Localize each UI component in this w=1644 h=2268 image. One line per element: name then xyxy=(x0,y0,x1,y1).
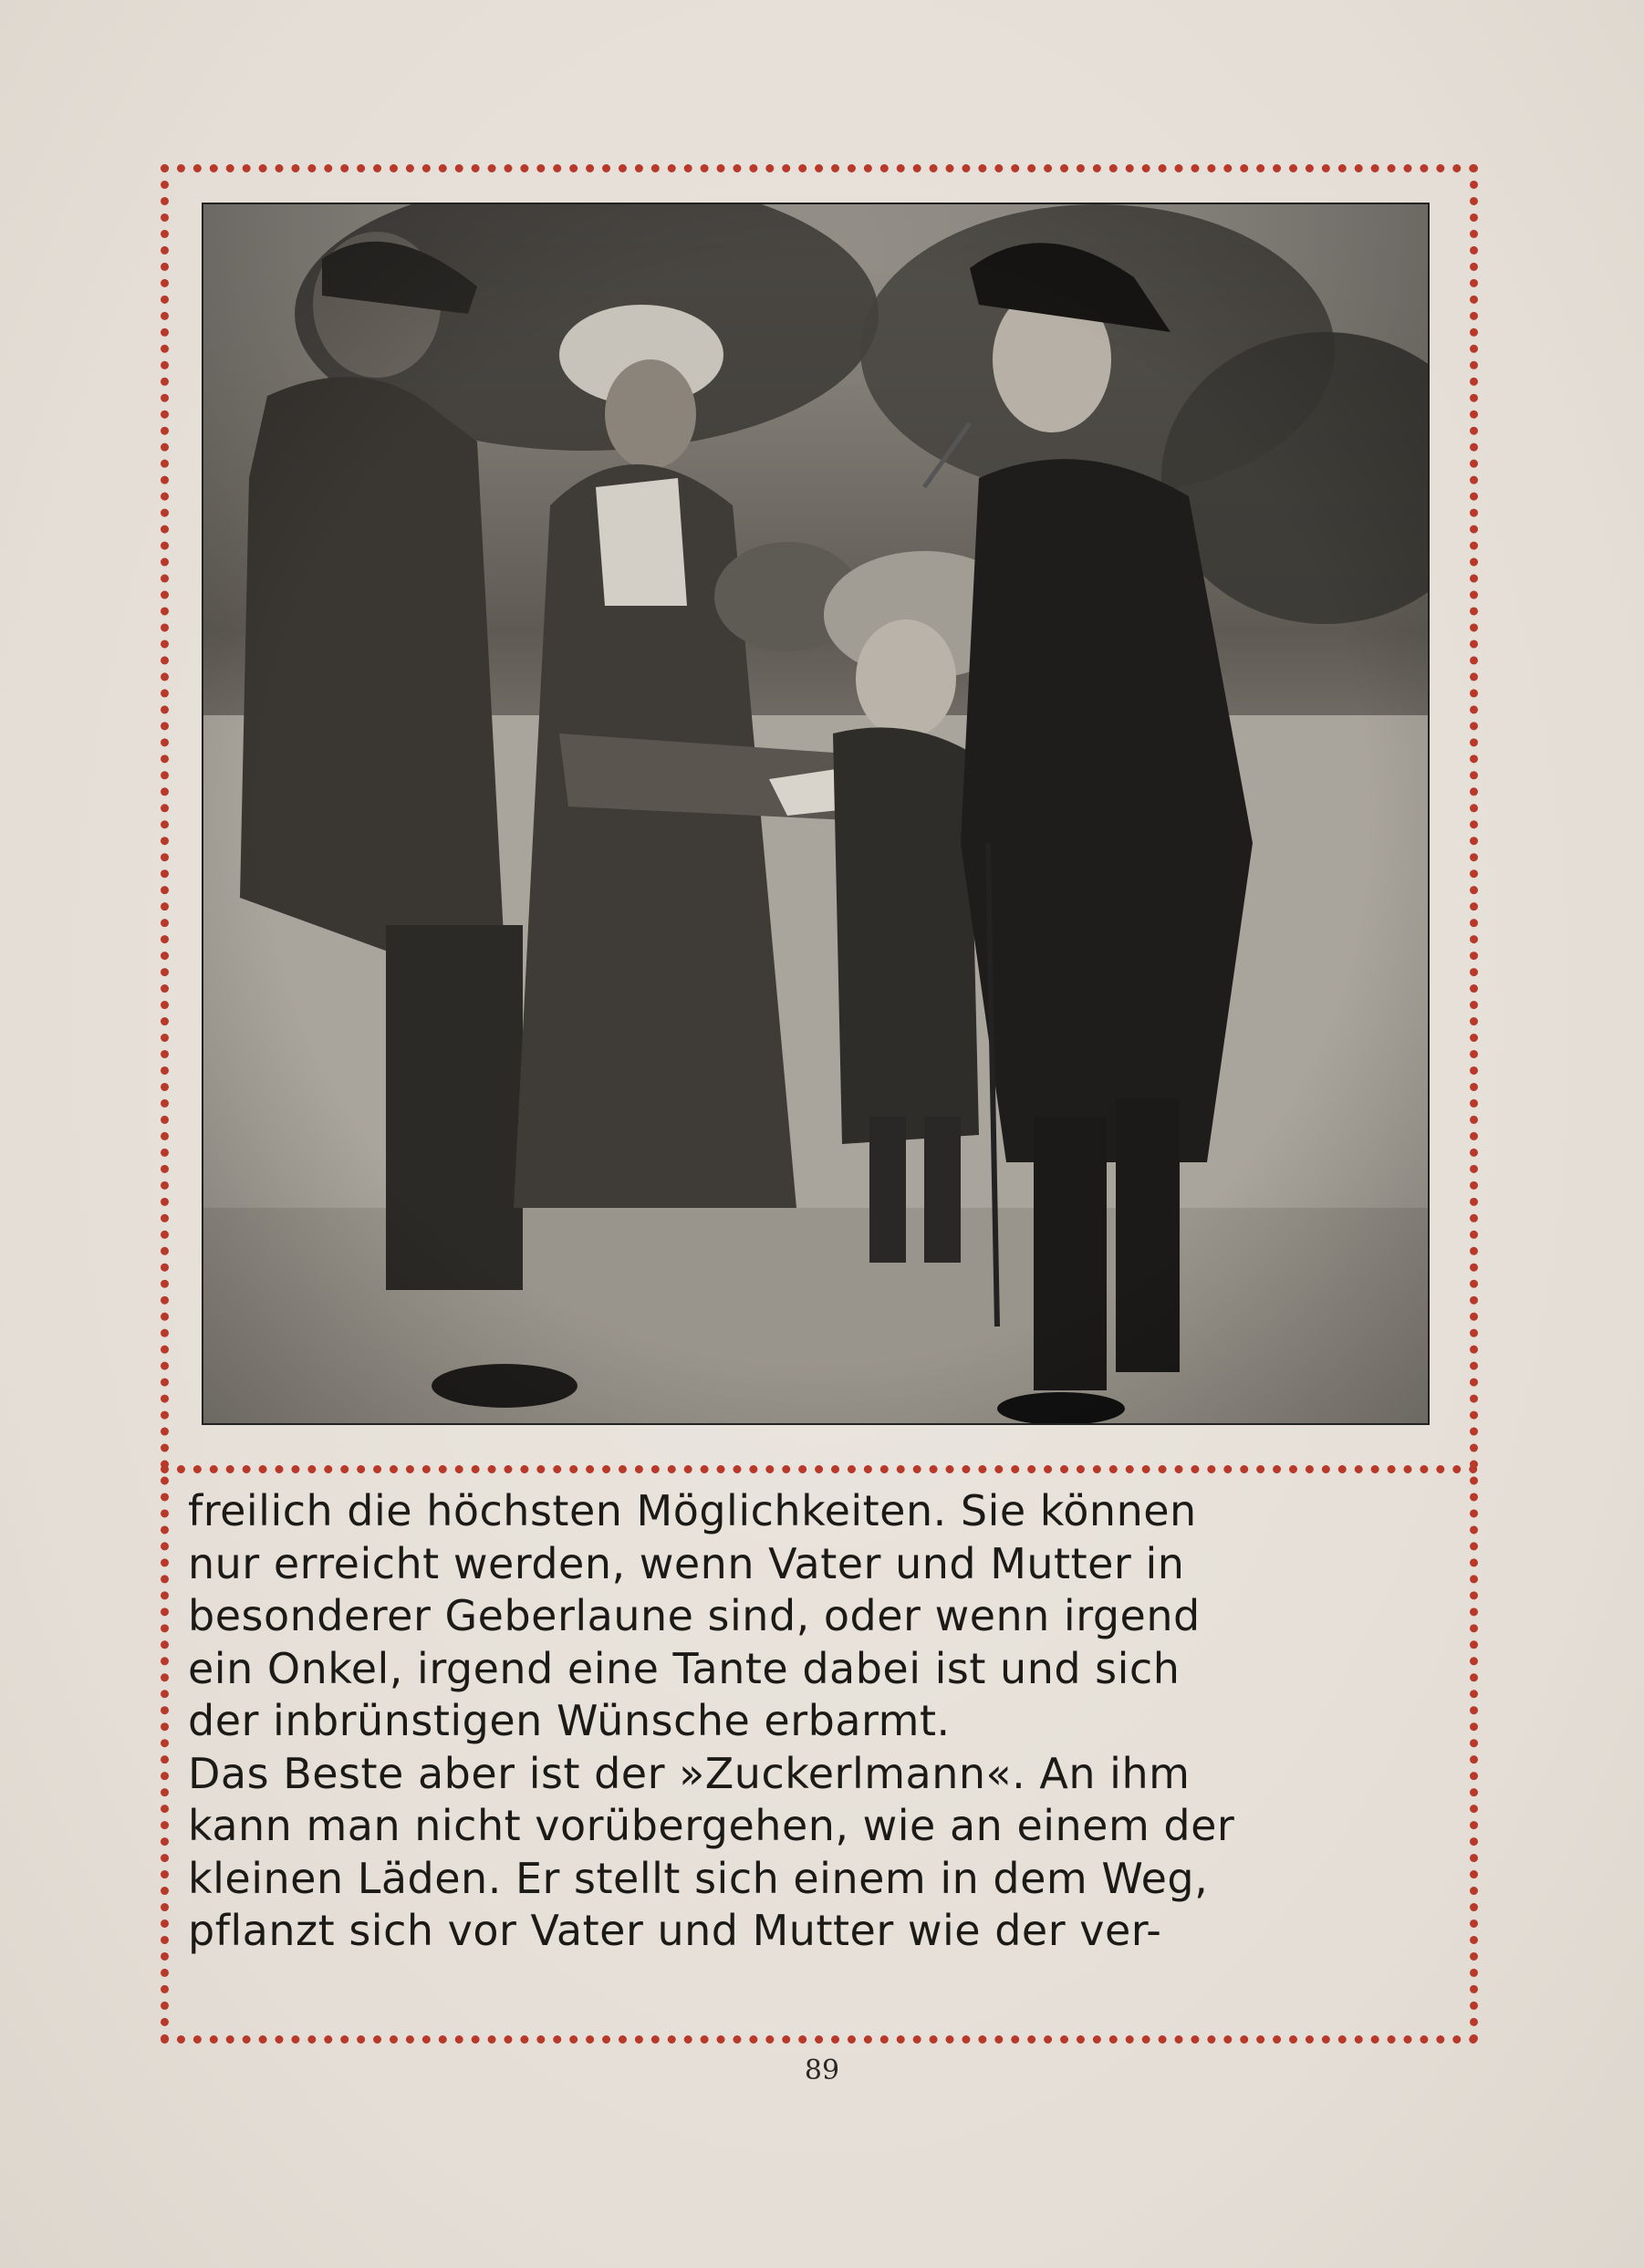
street-vendor-photograph xyxy=(202,203,1430,1425)
text-line-content: der inbrünstigen Wünsche erbarmt. xyxy=(188,1696,951,1745)
text-line xyxy=(188,1853,1432,1906)
text-line xyxy=(188,1590,1432,1643)
text-line-content: nur erreicht werden, wenn Vater und Mutter in xyxy=(188,1538,1185,1588)
text-line xyxy=(188,1800,1432,1853)
text-line xyxy=(188,1643,1432,1696)
text-line-content: besonderer Geberlaune sind, oder wenn irgend xyxy=(188,1591,1201,1640)
photograph-image xyxy=(203,204,1428,1423)
page-number: 89 xyxy=(804,2055,840,2086)
text-line xyxy=(188,1748,1432,1801)
text-line-content: kann man nicht vorübergehen, wie an einem der xyxy=(188,1801,1235,1850)
text-line xyxy=(188,1695,1432,1748)
text-line-content: ein Onkel, irgend eine Tante dabei ist und sich xyxy=(188,1643,1181,1693)
text-line-content: Das Beste aber ist der »Zuckerlmann«. An ihm xyxy=(188,1748,1191,1798)
text-line-content: freilich die höchsten Möglichkeiten. Sie können xyxy=(188,1486,1197,1535)
dotted-divider xyxy=(161,1465,1478,1473)
text-line xyxy=(188,1485,1432,1538)
text-line xyxy=(188,1538,1432,1591)
body-text xyxy=(188,1485,1432,1958)
text-line-content: pflanzt sich vor Vater und Mutter wie der ver- xyxy=(188,1906,1162,1955)
text-line-content: kleinen Läden. Er stellt sich einem in dem Weg, xyxy=(188,1853,1209,1903)
text-line xyxy=(188,1905,1432,1958)
